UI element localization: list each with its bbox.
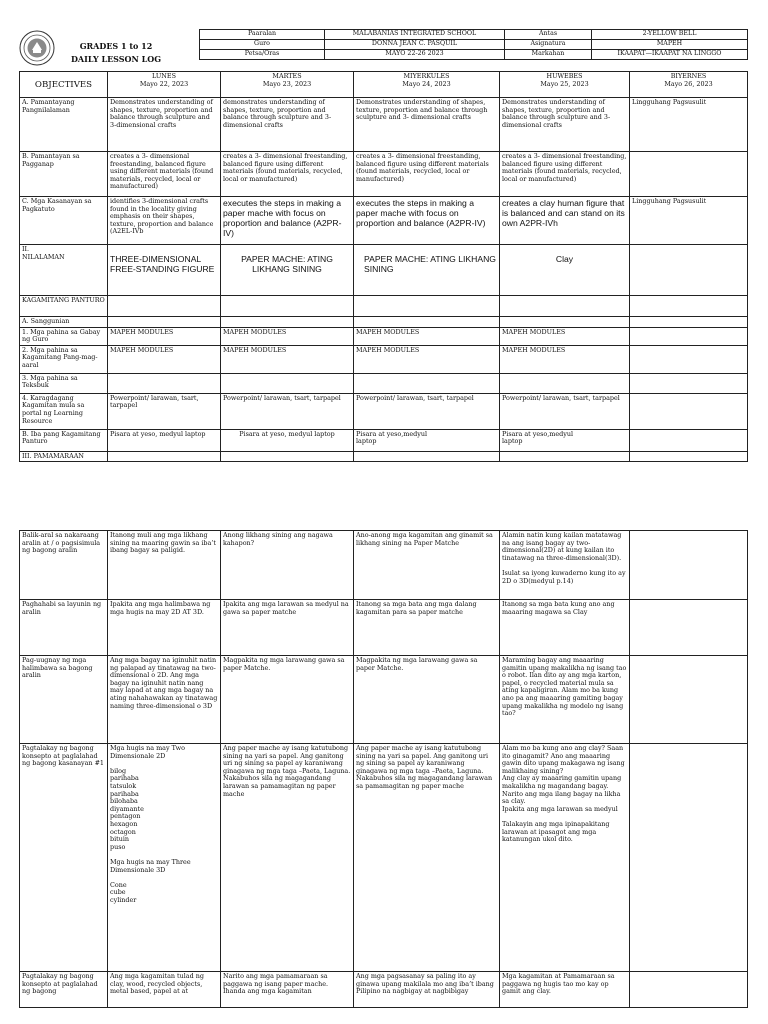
table-cell: Mga hugis na may Two Dimensionale 2D bilog parihaba tatsulok parihaba bilohaba diyamante pentagon hexagon octagon bituin puso Mga hugis na may Three Dimensionale 3D Cone cube cylinder xyxy=(108,744,221,972)
table-cell: Demonstrates understanding of shapes, texture, proportion and balance through sculpture and 3- dimensional crafts xyxy=(354,98,500,152)
row-label: B. Pamantayan sa Pagganap xyxy=(20,152,108,197)
table-cell xyxy=(630,152,748,197)
day-header xyxy=(630,72,748,98)
table-cell: MAPEH MODULES xyxy=(108,327,221,345)
table-cell: Narito ang mga pamamaraan sa paggawa ng isang paper mache. Ihanda ang mga kagamitan xyxy=(221,972,354,1008)
day-header xyxy=(108,72,221,98)
table-row xyxy=(20,197,748,245)
table-cell xyxy=(500,451,630,462)
row-label: Pag-uugnay ng mga halimbawa sa bagong aralin xyxy=(20,656,108,744)
row-label: II. NILALAMAN xyxy=(20,245,108,296)
table-cell: Alamin natin kung kailan matatawag na ang isang bagay ay two-dimensional(2D) at kung kailan ito tinatawag na three-dimensional(3D). Isulat sa iyong kuwaderno kung ito ay 2D o 3D(medyul p.14) xyxy=(500,531,630,600)
table-row xyxy=(20,429,748,451)
table-cell: Pisara at yeso,medyul laptop xyxy=(500,429,630,451)
table-row xyxy=(20,393,748,429)
table-cell: Maraming bagay ang maaaring gamitin upang makalikha ng isang tao o robot. Ilan dito ay ang mga karton, papel, o recycled material mula sa ating kapaligiran. Alam mo ba kung ano pa ang maaaring gamiting bagay upang makalikha ng modelo ng isang tao? xyxy=(500,656,630,744)
table-cell: Demonstrates understanding of shapes, texture, proportion and balance through sculpture and 3-dimensional crafts xyxy=(108,98,221,152)
table-cell: Ipakita ang mga halimbawa ng mga hugis na may 2D AT 3D. xyxy=(108,600,221,656)
table-cell: PAPER MACHE: ATING LIKHANG SINING xyxy=(221,245,354,296)
table-cell xyxy=(500,373,630,393)
row-label: Pagtalakay ng bagong konsepto at paglalahad ng bagong xyxy=(20,972,108,1008)
table-cell xyxy=(630,296,748,317)
objectives-table xyxy=(19,71,748,462)
row-label: B. Iba pang Kagamitang Panturo xyxy=(20,429,108,451)
header-value: IKAAPAT—IKAAPAT NA LINGGO xyxy=(592,50,748,60)
day-name: MARTES xyxy=(272,72,302,80)
table-cell xyxy=(108,451,221,462)
table-cell: Ang paper mache ay isang katutubong sining na yari sa papel. Ang ganitong uri ng sining sa papel ay karaniwang ginagawa ng mga taga –Paeta, Laguna. Nakabuhos sila ng magagandang larawan sa pamamagitan ng paper mache xyxy=(221,744,354,972)
table-cell xyxy=(630,245,748,296)
table-cell xyxy=(630,429,748,451)
table-cell: MAPEH MODULES xyxy=(500,327,630,345)
table-row xyxy=(20,152,748,197)
header-row xyxy=(200,50,748,60)
row-label: III. PAMAMARAAN xyxy=(20,451,108,462)
table-cell: MAPEH MODULES xyxy=(221,327,354,345)
table-cell xyxy=(500,296,630,317)
day-name: MIYERKULES xyxy=(403,72,450,80)
title-line2: DAILY LESSON LOG xyxy=(70,54,162,64)
table-cell: creates a 3- dimensional freestanding, balanced figure using different materials (found materials, recycled, local or manufactured) xyxy=(354,152,500,197)
header-value: MALABANIAS INTEGRATED SCHOOL xyxy=(325,30,505,40)
table-cell xyxy=(221,373,354,393)
header-label: Petsa/Oras xyxy=(200,50,325,60)
day-date: Mayo 24, 2023 xyxy=(402,79,451,88)
table-cell xyxy=(108,296,221,317)
deped-seal-logo xyxy=(19,30,55,66)
day-header-row xyxy=(20,72,748,98)
row-label: KAGAMITANG PANTURO xyxy=(20,296,108,317)
table-row xyxy=(20,317,748,328)
table-cell: Itanong sa mga bata ang mga dalang kagamitan para sa paper matche xyxy=(354,600,500,656)
table-cell xyxy=(108,317,221,328)
header-value: MAPEH xyxy=(592,40,748,50)
table-cell: Ano-anong mga kagamitan ang ginamit sa likhang sining na Paper Matche xyxy=(354,531,500,600)
objectives-heading: OBJECTIVES xyxy=(20,72,108,98)
table-cell: creates a 3- dimensional freestanding, balanced figure using different materials (found materials, recycled, local or manufactured) xyxy=(500,152,630,197)
table-cell: Powerpoint/ larawan, tsart, tarpapel xyxy=(221,393,354,429)
table-cell: Demonstrates understanding of shapes, texture, proportion and balance through sculpture and 3-dimensional crafts xyxy=(500,98,630,152)
table-row xyxy=(20,327,748,345)
day-name: LUNES xyxy=(152,72,176,80)
table-cell xyxy=(354,451,500,462)
table-cell xyxy=(108,373,221,393)
table-cell: Pisara at yeso, medyul laptop xyxy=(108,429,221,451)
table-cell xyxy=(221,451,354,462)
table-row xyxy=(20,296,748,317)
table-row xyxy=(20,98,748,152)
row-label: A. Sanggunian xyxy=(20,317,108,328)
table-cell xyxy=(630,373,748,393)
table-cell: Ang mga kagamitan tulad ng clay, wood, recycled objects, metal based, papel at at xyxy=(108,972,221,1008)
table-cell: MAPEH MODULES xyxy=(221,345,354,373)
table-row xyxy=(20,656,748,744)
table-cell: Ang mga bagay na iginuhit natin ng palapad ay tinatawag na two-dimensional o 2D. Ang mga bagay na iginuhit natin nang may lapad at ang mga bagay na ating nahahawakan ay tinatawag naming three-dimensional o 3D xyxy=(108,656,221,744)
table-cell: MAPEH MODULES xyxy=(108,345,221,373)
table-row xyxy=(20,531,748,600)
procedure-table xyxy=(19,530,748,1008)
table-cell: identifies 3-dimensional crafts found in the locality giving emphasis on their shapes, texture, proportion and balance (A2EL-IVb xyxy=(108,197,221,245)
header-row xyxy=(200,30,748,40)
day-date: Mayo 22, 2023 xyxy=(139,79,189,88)
table-cell xyxy=(221,296,354,317)
title-line1: GRADES 1 to 12 xyxy=(79,41,153,51)
table-cell: executes the steps in making a paper mache with focus on proportion and balance (A2PR-IV) xyxy=(354,197,500,245)
table-cell: Ang mga pagsasanay sa paling ito ay ginawa upang makilala mo ang iba’t ibang Pilipino na nagbigay at nagbibigay xyxy=(354,972,500,1008)
day-name: BIYERNES xyxy=(670,72,707,80)
table-cell: Ang paper mache ay isang katutubong sining na yari sa papel. Ang ganitong uri ng sining sa papel ay karaniwang ginagawa ng mga taga –Paeta, Laguna. Nakabuhos sila ng magagandang larawan sa pamamagitan ng paper mache xyxy=(354,744,500,972)
table-cell: Magpakita ng mga larawang gawa sa paper Matche. xyxy=(354,656,500,744)
table-cell: Pisara at yeso, medyul laptop xyxy=(221,429,354,451)
document-title xyxy=(60,40,172,66)
table-cell xyxy=(354,317,500,328)
table-cell: MAPEH MODULES xyxy=(500,345,630,373)
row-label: 1. Mga pahina sa Gabay ng Guro xyxy=(20,327,108,345)
header-label: Markahan xyxy=(505,50,592,60)
header-label: Paaralan xyxy=(200,30,325,40)
table-cell xyxy=(354,373,500,393)
header-label: Guro xyxy=(200,40,325,50)
table-row xyxy=(20,972,748,1008)
table-row xyxy=(20,600,748,656)
table-cell xyxy=(630,393,748,429)
table-cell xyxy=(630,451,748,462)
table-cell: creates a 3- dimensional freestanding, balanced figure using different materials (found materials, recycled, local or manufactured) xyxy=(108,152,221,197)
day-header xyxy=(354,72,500,98)
table-cell: THREE-DIMENSIONAL FREE-STANDING FIGURE xyxy=(108,245,221,296)
day-date: Mayo 23, 2023 xyxy=(262,79,312,88)
header-info-table xyxy=(199,29,748,60)
table-cell: Powerpoint/ larawan, tsart, tarpapel xyxy=(500,393,630,429)
row-label: C. Mga Kasanayan sa Pagkatuto xyxy=(20,197,108,245)
table-cell: Mga kagamitan at Pamamaraan sa paggawa ng hugis tao mo kay op gamit ang clay. xyxy=(500,972,630,1008)
row-label: Pagtalakay ng bagong konsepto at paglalahad ng bagong kasanayan #1 xyxy=(20,744,108,972)
table-cell: Itanong sa mga bata kung ano ang maaaring magawa sa Clay xyxy=(500,600,630,656)
row-label: A. Pamantayang Pangnilalaman xyxy=(20,98,108,152)
table-cell xyxy=(630,972,748,1008)
table-cell: Powerpoint/ larawan, tsart, tarpapel xyxy=(108,393,221,429)
table-row xyxy=(20,245,748,296)
row-label: Balik-aral sa nakaraang aralin at / o pagsisimula ng bagong aralin xyxy=(20,531,108,600)
table-cell: Pisara at yeso,medyul laptop xyxy=(354,429,500,451)
table-cell: Alam mo ba kung ano ang clay? Saan ito ginagamit? Ano ang maaaring gawin dito upang makagawa ng isang malikhaing sining? Ang clay ay maaaring gamitin upang makalikha ng magandang bagay. Narito ang mga ilang bagay na likha sa clay. Ipakita ang mga larawan sa medyul Talakayin ang mga ipinapakitang larawan at ipasagot ang mga katanungan ukol dito. xyxy=(500,744,630,972)
table-row xyxy=(20,373,748,393)
row-label: 2. Mga pahina sa Kagamitang Pang-mag-aaral xyxy=(20,345,108,373)
table-cell: Magpakita ng mga larawang gawa sa paper Matche. xyxy=(221,656,354,744)
table-cell: MAPEH MODULES xyxy=(354,327,500,345)
table-cell: demonstrates understanding of shapes, texture, proportion and balance through sculpture and 3-dimensional crafts xyxy=(221,98,354,152)
table-cell xyxy=(354,296,500,317)
row-label: 4. Karagdagang Kagamitan mula sa portal ng Learning Resource xyxy=(20,393,108,429)
table-cell xyxy=(630,317,748,328)
header-label: Asignatura xyxy=(505,40,592,50)
day-date: Mayo 26, 2023 xyxy=(664,79,713,88)
table-cell xyxy=(630,744,748,972)
table-cell: MAPEH MODULES xyxy=(354,345,500,373)
table-cell xyxy=(630,656,748,744)
table-row xyxy=(20,451,748,462)
header-label: Antas xyxy=(505,30,592,40)
table-cell: creates a clay human figure that is balanced and can stand on its own A2PR-IVh xyxy=(500,197,630,245)
day-date: Mayo 25, 2023 xyxy=(540,79,589,88)
table-cell: PAPER MACHE: ATING LIKHANG SINING xyxy=(354,245,500,296)
day-name: HUWEBES xyxy=(546,72,583,80)
header-value: DONNA JEAN C. PASQUIL xyxy=(325,40,505,50)
table-cell: creates a 3- dimensional freestanding, balanced figure using different materials (found materials, recycled, local or manufactured) xyxy=(221,152,354,197)
header-value: 2-YELLOW BELL xyxy=(592,30,748,40)
table-row xyxy=(20,744,748,972)
day-header xyxy=(221,72,354,98)
table-cell xyxy=(630,531,748,600)
table-cell: Lingguhang Pagsusulit xyxy=(630,98,748,152)
table-cell xyxy=(221,317,354,328)
table-cell xyxy=(630,345,748,373)
day-header xyxy=(500,72,630,98)
table-cell xyxy=(630,327,748,345)
table-cell: Ipakita ang mga larawan sa medyul na gawa sa paper matche xyxy=(221,600,354,656)
table-cell xyxy=(500,317,630,328)
table-cell: Anong likhang sining ang nagawa kahapon? xyxy=(221,531,354,600)
table-row xyxy=(20,345,748,373)
header-row xyxy=(200,40,748,50)
table-cell: Lingguhang Pagsusulit xyxy=(630,197,748,245)
row-label: 3. Mga pahina sa Teksbuk xyxy=(20,373,108,393)
header-value: MAYO 22-26 2023 xyxy=(325,50,505,60)
row-label: Paghahabi sa layunin ng aralin xyxy=(20,600,108,656)
table-cell xyxy=(630,600,748,656)
table-cell: Itanong muli ang mga likhang sining na maaring gawin sa iba’t ibang bagay sa paligid. xyxy=(108,531,221,600)
table-cell: executes the steps in making a paper mache with focus on proportion and balance (A2PR-IV) xyxy=(221,197,354,245)
table-cell: Clay xyxy=(500,245,630,296)
table-cell: Powerpoint/ larawan, tsart, tarpapel xyxy=(354,393,500,429)
